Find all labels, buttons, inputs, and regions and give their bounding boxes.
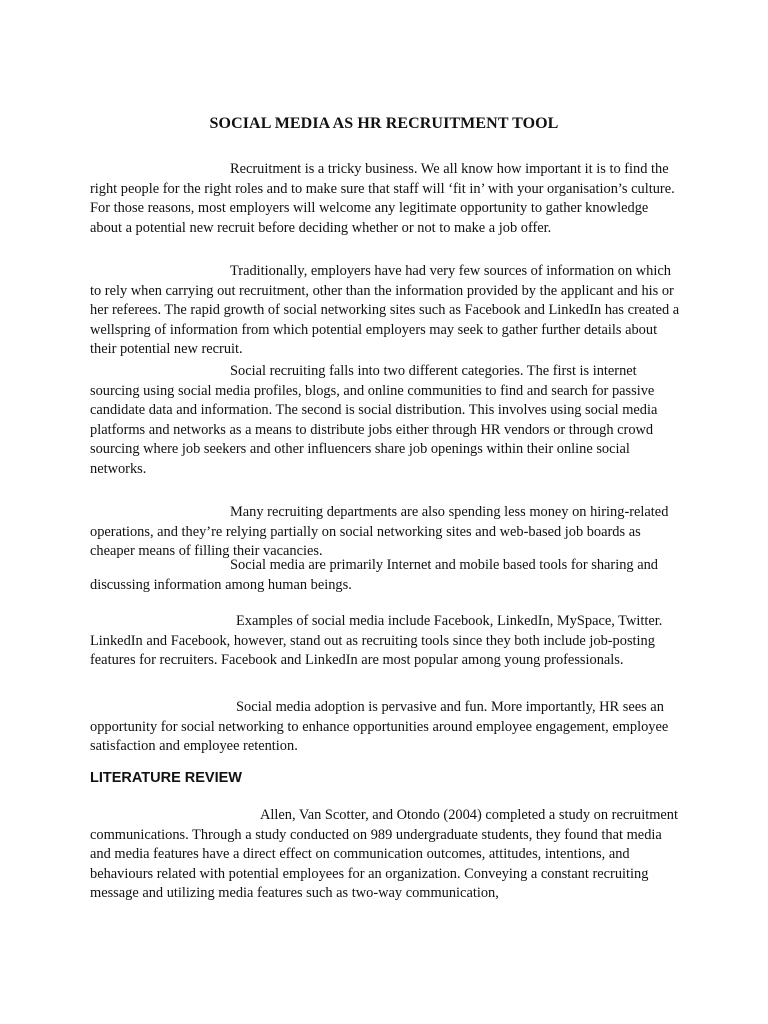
paragraph-text: Allen, Van Scotter, and Otondo (2004) completed a study on recruitment communications. Through a study conducted on 989 undergraduate students, they found that media and media features have a direct effect on communication outcomes, attitudes, intentions, and behaviours related with potential employees for an organization. Conveying a constant recruiting message and utilizing media features such as two-way communication, — [90, 807, 678, 901]
literature-review-heading: LITERATURE REVIEW — [90, 770, 242, 786]
paragraph-adoption — [90, 698, 682, 757]
paragraph-text: Recruitment is a tricky business. We all know how important it is to find the right people for the right roles and to make sure that staff will ‘fit in’ with your organisation’s culture. For those reasons, most employers will welcome any legitimate opportunity to gather knowledge about a potential new recruit before deciding whether or not to make a job offer. — [90, 161, 675, 236]
paragraph-recruiting-departments — [90, 503, 682, 562]
document-title: SOCIAL MEDIA AS HR RECRUITMENT TOOL — [209, 115, 559, 132]
paragraph-literature-review — [90, 806, 682, 904]
paragraph-social-media-definition — [90, 556, 682, 595]
paragraph-examples — [90, 612, 682, 671]
paragraph-text: Examples of social media include Facebook, LinkedIn, MySpace, Twitter. LinkedIn and Facebook, however, stand out as recruiting tools since they both include job-posting features for recruiters. Facebook and LinkedIn are most popular among young professionals. — [90, 613, 663, 668]
paragraph-traditionally — [90, 262, 682, 360]
paragraph-text: Social recruiting falls into two different categories. The first is internet sourcing using social media profiles, blogs, and online communities to find and search for passive candidate data and information. The second is social distribution. This involves using social media platforms and networks as a means to distribute jobs either through HR vendors or through crowd sourcing where job seekers and other influencers share job openings within their online social networks. — [90, 363, 658, 477]
paragraph-text: Social media adoption is pervasive and fun. More importantly, HR sees an opportunity for social networking to enhance opportunities around employee engagement, employee satisfaction and employee retention. — [90, 699, 669, 754]
paragraph-text: Social media are primarily Internet and mobile based tools for sharing and discussing information among human beings. — [90, 557, 658, 593]
paragraph-recruitment — [90, 160, 682, 238]
paragraph-text: Traditionally, employers have had very few sources of information on which to rely when carrying out recruitment, other than the information provided by the applicant and his or her referees. The rapid growth of social networking sites such as Facebook and LinkedIn has created a wellspring of information from which potential employers may seek to gather further details about their potential new recruit. — [90, 263, 680, 357]
paragraph-social-recruiting — [90, 362, 682, 479]
paragraph-text: Many recruiting departments are also spending less money on hiring-related operations, and they’re relying partially on social networking sites and web-based job boards as cheaper means of filling their vacancies. — [90, 504, 669, 559]
